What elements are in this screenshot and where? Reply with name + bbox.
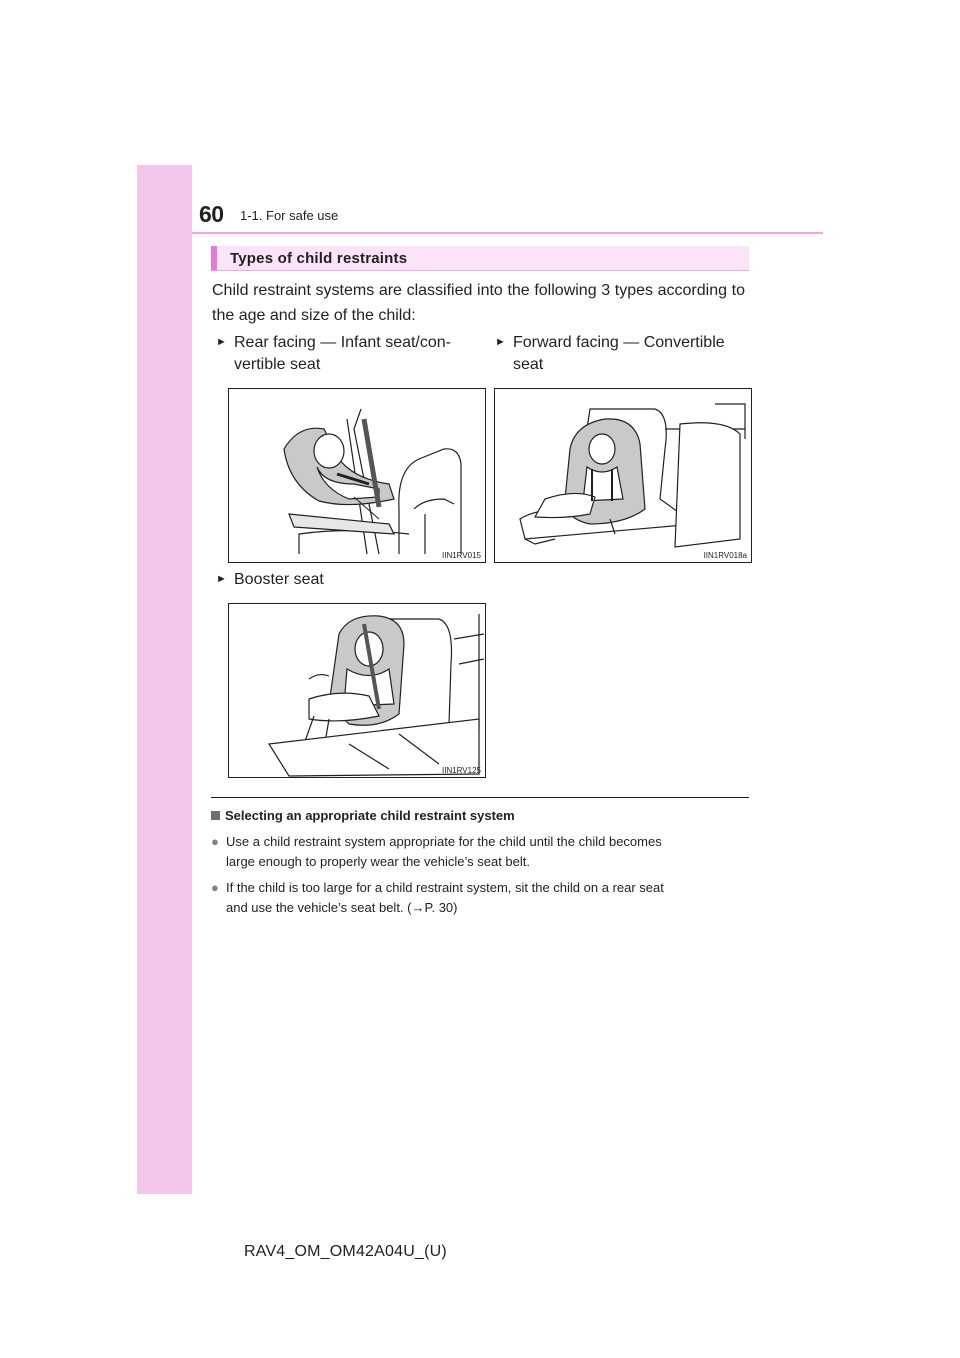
type-forward-facing-label xyxy=(495,332,749,380)
right-triangle-icon: ► xyxy=(216,573,227,585)
figure-code: IIN1RV125 xyxy=(442,766,481,775)
note-item xyxy=(211,832,749,872)
type-booster-label xyxy=(216,569,490,591)
note-line2: and use the vehicle’s seat belt. (→P. 30) xyxy=(226,900,458,915)
note-line2: large enough to properly wear the vehicle’s seat belt. xyxy=(226,854,531,869)
header-rule xyxy=(192,232,823,234)
type-label-line1: Rear facing — Infant seat/con- xyxy=(234,334,451,351)
subsection-heading xyxy=(211,808,515,823)
type-rear-facing-label xyxy=(216,332,490,380)
section-heading: Types of child restraints xyxy=(230,250,408,267)
subsection-title: Selecting an appropriate child restraint system xyxy=(225,808,515,823)
circle-bullet-icon: ● xyxy=(211,880,219,895)
right-triangle-icon: ► xyxy=(495,336,506,348)
intro-paragraph: Child restraint systems are classified into the following 3 types according to the age and size of the child: xyxy=(212,282,745,324)
type-label-line1: Forward facing — Convertible xyxy=(513,334,725,351)
booster-seat-illustration xyxy=(229,604,485,777)
type-label-line1: Booster seat xyxy=(234,571,324,588)
section-label: 1-1. For safe use xyxy=(240,208,339,223)
rear-facing-seat-illustration xyxy=(229,389,485,562)
page-number: 60 xyxy=(199,201,224,227)
section-heading-box xyxy=(211,246,749,271)
note-item xyxy=(211,878,749,918)
side-tab-band xyxy=(137,165,192,1194)
figure-forward-facing-seat xyxy=(494,388,752,563)
section-divider xyxy=(211,797,749,798)
circle-bullet-icon: ● xyxy=(211,834,219,849)
forward-facing-seat-illustration xyxy=(495,389,751,562)
figure-code: IIN1RV015 xyxy=(442,551,481,560)
type-label-line2: seat xyxy=(513,356,544,373)
figure-code: IIN1RV018a xyxy=(703,551,747,560)
footer-doc-code: RAV4_OM_OM42A04U_(U) xyxy=(244,1243,447,1260)
note-line1: Use a child restraint system appropriate for the child until the child becomes xyxy=(226,834,662,849)
note-line1: If the child is too large for a child restraint system, sit the child on a rear seat xyxy=(226,880,664,895)
type-label-line2: vertible seat xyxy=(234,356,321,373)
figure-rear-facing-seat xyxy=(228,388,486,563)
figure-booster-seat xyxy=(228,603,486,778)
square-bullet-icon xyxy=(211,811,220,820)
right-triangle-icon: ► xyxy=(216,336,227,348)
